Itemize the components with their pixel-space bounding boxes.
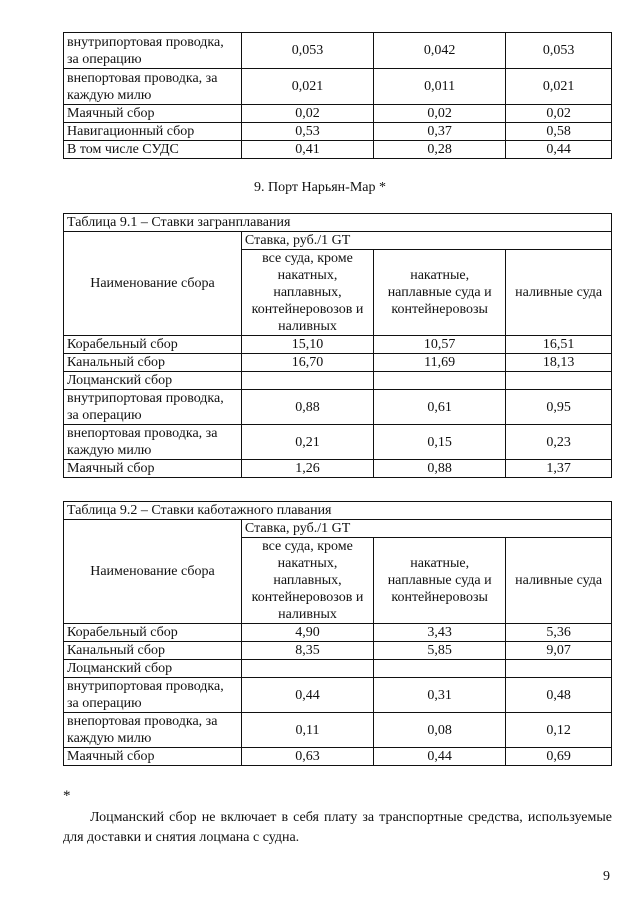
rate-cell: 8,35 [241,642,373,660]
rate-cell: 0,61 [374,390,506,425]
table-row [64,123,612,141]
rate-cell: 0,02 [374,105,506,123]
rate-cell: 0,44 [506,141,612,159]
rate-cell: 16,51 [506,336,612,354]
rate-cell: 0,44 [374,748,506,766]
header-row [64,232,612,250]
rate-cell: 0,021 [506,69,612,105]
column-header: все суда, кроме накатных, наплавных, контейнеровозов и наливных [241,538,373,624]
rate-cell: 0,41 [241,141,373,159]
table-row [64,105,612,123]
caption-row [64,214,612,232]
table-row [64,336,612,354]
table-row [64,354,612,372]
rate-cell: 9,07 [506,642,612,660]
rate-cell: 0,011 [374,69,506,105]
rate-cell: 0,31 [374,678,506,713]
table-body [64,33,612,159]
rate-cell: 1,37 [506,460,612,478]
section-heading: 9. Порт Нарьян-Мар * [253,180,386,195]
header-row [64,520,612,538]
rate-cell: 0,02 [506,105,612,123]
rate-cell: 0,053 [241,33,373,69]
table-row [64,678,612,713]
fee-name-cell: Лоцманский сбор [64,660,242,678]
footnote-text: Лоцманский сбор не включает в себя плату за транспортные средства, используемые для доставки и снятия лоцмана с судна. [63,810,612,845]
rate-cell: 0,37 [374,123,506,141]
column-header: наливные суда [506,538,612,624]
rate-header: Ставка, руб./1 GT [241,520,611,538]
column-header: накатные, наплавные суда и контейнеровозы [374,250,506,336]
rate-cell: 0,53 [241,123,373,141]
rate-header: Ставка, руб./1 GT [241,232,611,250]
table-row [64,425,612,460]
rate-cell: 0,69 [506,748,612,766]
rate-cell: 0,58 [506,123,612,141]
fee-name-cell: внепортовая проводка, за каждую милю [64,713,242,748]
rate-cell [506,660,612,678]
table-body [64,502,612,766]
column-header: все суда, кроме накатных, наплавных, контейнеровозов и наливных [241,250,373,336]
table-9-1 [63,213,612,478]
rate-cell: 5,85 [374,642,506,660]
rate-cell: 0,21 [241,425,373,460]
rate-cell: 0,23 [506,425,612,460]
fee-name-cell: Корабельный сбор [64,336,242,354]
table-row [64,713,612,748]
fee-name-cell: Маячный сбор [64,460,242,478]
table-caption: Таблица 9.1 – Ставки загранплавания [64,214,612,232]
rate-cell: 0,95 [506,390,612,425]
fee-name-cell: внепортовая проводка, за каждую милю [64,69,242,105]
table-row [64,141,612,159]
fee-name-cell: внутрипортовая проводка, за операцию [64,33,242,69]
name-column-header: Наименование сбора [64,520,242,624]
rate-cell: 0,11 [241,713,373,748]
rate-cell [374,372,506,390]
rate-cell: 18,13 [506,354,612,372]
fee-name-cell: Канальный сбор [64,354,242,372]
table-row [64,748,612,766]
table-row [64,69,612,105]
fee-name-cell: внепортовая проводка, за каждую милю [64,425,242,460]
rate-cell: 0,44 [241,678,373,713]
rate-cell: 0,28 [374,141,506,159]
page-number: 9 [603,869,610,884]
rate-cell: 15,10 [241,336,373,354]
fee-name-cell: Маячный сбор [64,748,242,766]
rate-cell: 0,08 [374,713,506,748]
fee-name-cell: Канальный сбор [64,642,242,660]
name-column-header: Наименование сбора [64,232,242,336]
table-row [64,460,612,478]
table-row [64,372,612,390]
rate-cell: 0,48 [506,678,612,713]
rate-cell: 1,26 [241,460,373,478]
rate-cell: 16,70 [241,354,373,372]
table-row [64,624,612,642]
fee-name-cell: В том числе СУДС [64,141,242,159]
rate-cell: 0,02 [241,105,373,123]
table-caption: Таблица 9.2 – Ставки каботажного плавания [64,502,612,520]
table-body [64,214,612,478]
rate-cell [241,660,373,678]
rate-cell: 0,021 [241,69,373,105]
rate-cell: 0,88 [241,390,373,425]
table-row [64,660,612,678]
table-row [64,390,612,425]
rate-cell: 0,053 [506,33,612,69]
caption-row [64,502,612,520]
rate-cell: 0,042 [374,33,506,69]
rate-cell: 11,69 [374,354,506,372]
rate-cell: 0,12 [506,713,612,748]
footnote-mark: * [63,788,71,804]
rate-cell: 3,43 [374,624,506,642]
rate-cell: 0,88 [374,460,506,478]
fee-name-cell: внутрипортовая проводка, за операцию [64,678,242,713]
fee-name-cell: внутрипортовая проводка, за операцию [64,390,242,425]
fee-name-cell: Маячный сбор [64,105,242,123]
fee-name-cell: Лоцманский сбор [64,372,242,390]
fee-name-cell: Корабельный сбор [64,624,242,642]
rate-cell: 4,90 [241,624,373,642]
table-row [64,642,612,660]
table-9-2 [63,501,612,766]
column-header: накатные, наплавные суда и контейнеровозы [374,538,506,624]
rate-cell: 0,63 [241,748,373,766]
table-row [64,33,612,69]
rate-cell: 10,57 [374,336,506,354]
rate-cell: 5,36 [506,624,612,642]
rate-cell [374,660,506,678]
rate-cell [506,372,612,390]
rate-cell [241,372,373,390]
fee-name-cell: Навигационный сбор [64,123,242,141]
rate-cell: 0,15 [374,425,506,460]
column-header: наливные суда [506,250,612,336]
tariff-table-continuation [63,32,612,159]
